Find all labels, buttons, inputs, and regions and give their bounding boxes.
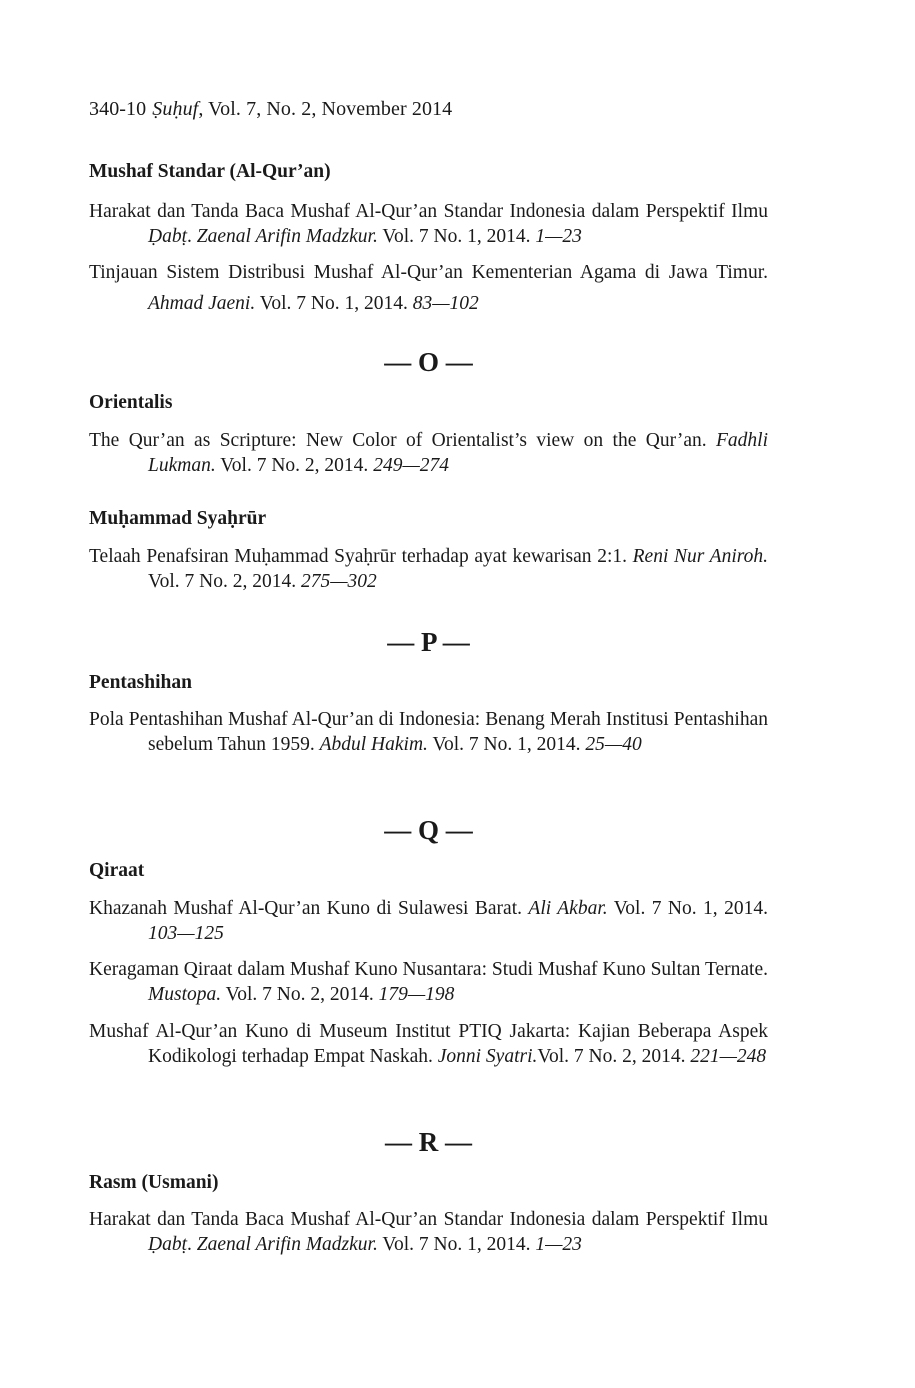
journal-issue: , Vol. 7, No. 2, November 2014 [198, 98, 453, 120]
page-number: 340-10 [89, 98, 147, 120]
entry-author: Mustopa. [148, 984, 222, 1005]
running-header [89, 98, 452, 121]
entry-pages: 1—23 [535, 1234, 582, 1255]
entry-pages: 25—40 [585, 734, 642, 755]
entry-author: Zaenal Arifin Madzkur. [196, 1234, 378, 1255]
entry-author: Jonni Syatri. [437, 1046, 538, 1067]
index-entry: Keragaman Qiraat dalam Mushaf Kuno Nusantara: Studi Mushaf Kuno Sultan Ternate. Mustopa. Vol. 7 No. 2, 2014. 179—198 [89, 959, 768, 1005]
section-heading: Qiraat [89, 860, 145, 881]
index-entry: Pola Pentashihan Mushaf Al-Qur’an di Indonesia: Benang Merah Institusi Pentashihan sebelum Tahun 1959. Abdul Hakim. Vol. 7 No. 1, 2014. 25—40 [89, 709, 768, 755]
entry-author: Fadhli Lukman. [148, 430, 768, 476]
index-entry: Tinjauan Sistem Distribusi Mushaf Al-Qur’an Kementerian Agama di Jawa Timur. Ahmad Jaeni. Vol. 7 No. 1, 2014. 83—102 [89, 262, 768, 314]
letter-divider: — O — [384, 347, 473, 377]
entry-pages: 275—302 [300, 571, 377, 592]
index-entry: Harakat dan Tanda Baca Mushaf Al-Qur’an Standar Indonesia dalam Perspektif Ilmu Ḍabṭ. Zaenal Arifin Madzkur. Vol. 7 No. 1, 2014. 1—23 [89, 1209, 768, 1255]
index-entry: Harakat dan Tanda Baca Mushaf Al-Qur’an Standar Indonesia dalam Perspektif Ilmu Ḍabṭ. Zaenal Arifin Madzkur. Vol. 7 No. 1, 2014. 1—23 [89, 201, 768, 247]
section-heading: Pentashihan [89, 672, 192, 693]
entry-pages: 103—125 [148, 923, 224, 944]
entry-author: Reni Nur Aniroh. [632, 546, 768, 567]
section-heading: Rasm (Usmani) [89, 1172, 219, 1193]
entry-pages: 221—248 [690, 1046, 767, 1067]
entry-pages: 249—274 [373, 455, 450, 476]
entry-pages: 1—23 [535, 226, 582, 247]
letter-divider: — R — [385, 1127, 472, 1157]
entry-pages: 179—198 [378, 984, 455, 1005]
index-entry: Mushaf Al-Qur’an Kuno di Museum Institut PTIQ Jakarta: Kajian Beberapa Aspek Kodikologi terhadap Empat Naskah. Jonni Syatri.Vol. 7 No. 2, 2014. 221—248 [89, 1021, 768, 1067]
letter-divider: — P — [387, 627, 470, 657]
entry-author: Abdul Hakim. [319, 734, 428, 755]
section-heading: Orientalis [89, 392, 173, 413]
section-heading: Muḥammad Syaḥrūr [89, 508, 267, 529]
entry-pages: 83—102 [412, 293, 479, 314]
letter-divider: — Q — [384, 815, 473, 845]
section-heading: Mushaf Standar (Al-Qur’an) [89, 161, 331, 182]
index-entry: Telaah Penafsiran Muḥammad Syaḥrūr terhadap ayat kewarisan 2:1. Reni Nur Aniroh. Vol. 7 No. 2, 2014. 275—302 [89, 546, 768, 592]
index-entry: The Qur’an as Scripture: New Color of Orientalist’s view on the Qur’an. Fadhli Lukman. Vol. 7 No. 2, 2014. 249—274 [89, 430, 768, 476]
entry-author: Ali Akbar. [528, 898, 608, 919]
journal-name: Ṣuḥuf [152, 98, 199, 120]
index-entry: Khazanah Mushaf Al-Qur’an Kuno di Sulawesi Barat. Ali Akbar. Vol. 7 No. 1, 2014. 103—125 [89, 898, 768, 944]
entry-author: Ahmad Jaeni. [148, 293, 256, 314]
entry-author: Zaenal Arifin Madzkur. [196, 226, 378, 247]
